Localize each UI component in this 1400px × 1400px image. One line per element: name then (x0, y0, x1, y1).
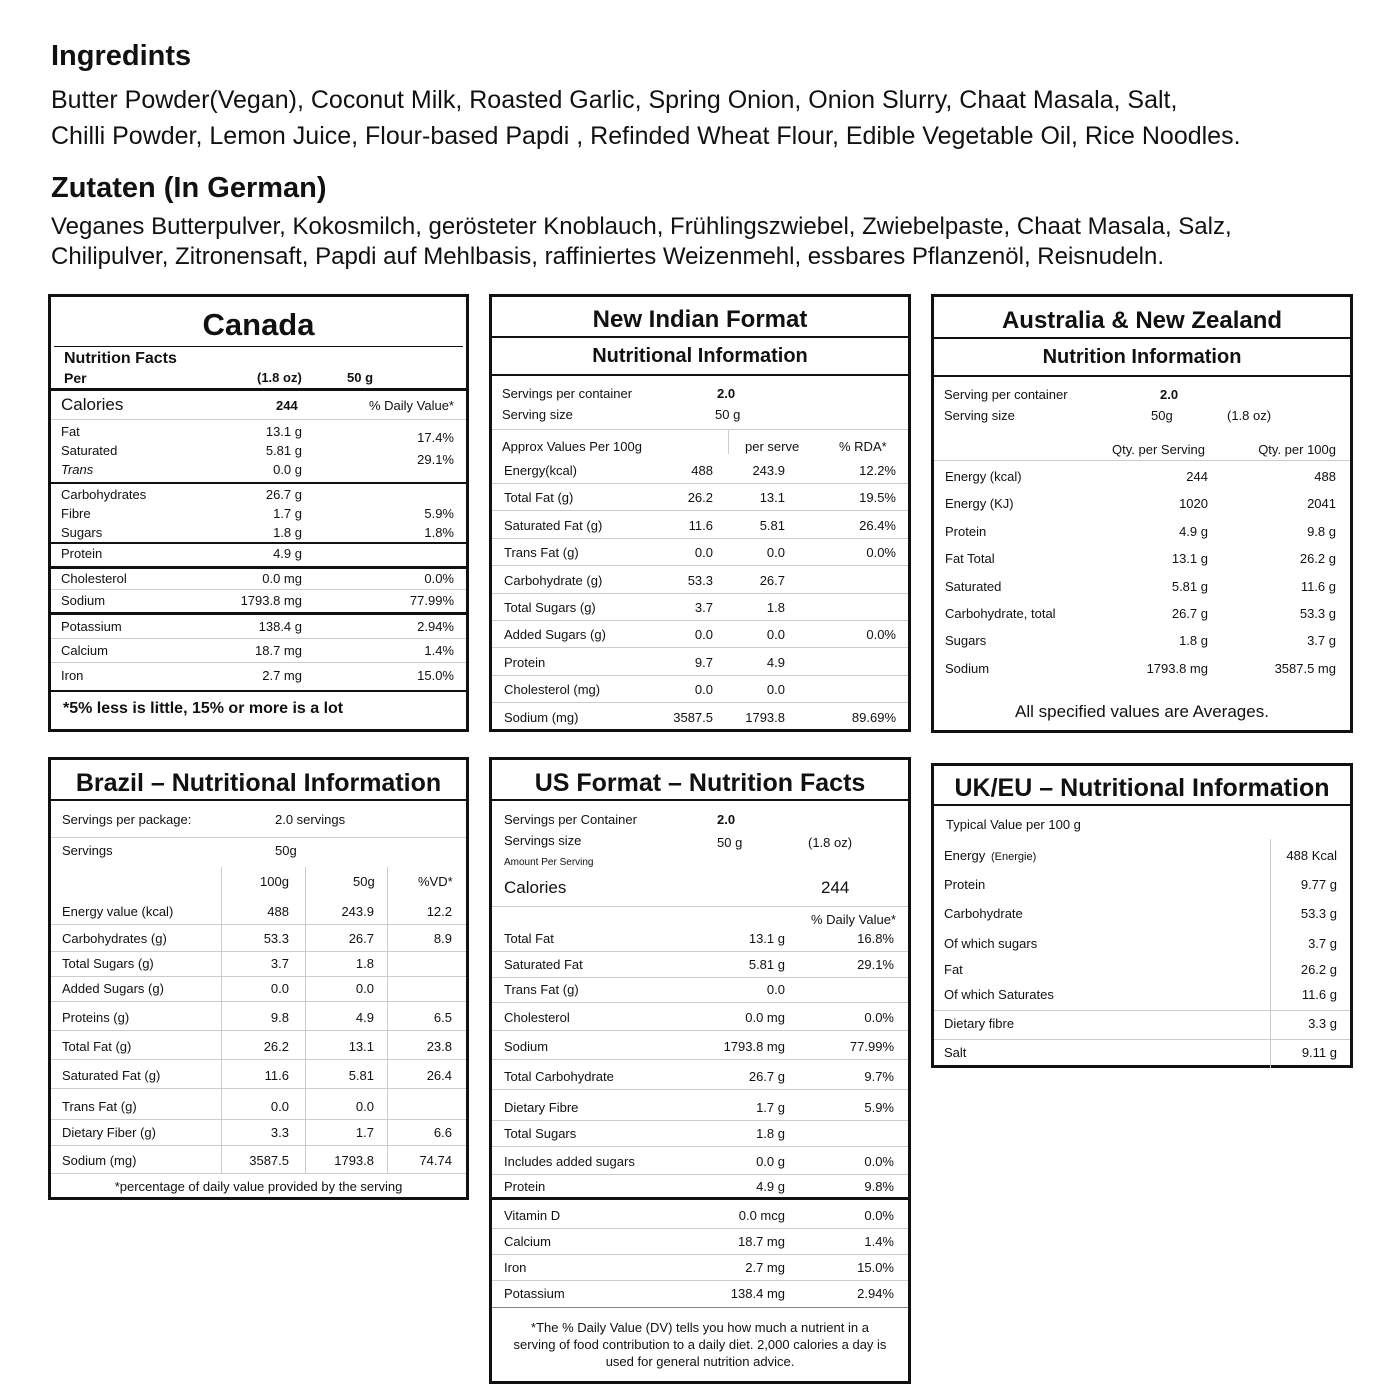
india-row-rda: 19.5% (859, 490, 896, 506)
india-row-label: Added Sugars (g) (504, 627, 606, 643)
us-row-amount: 1.8 g (756, 1126, 785, 1141)
anz-size-oz: (1.8 oz) (1227, 408, 1272, 423)
brazil-row-label: Trans Fat (g) (62, 1099, 137, 1114)
brazil-row-label: Proteins (g) (62, 1010, 130, 1025)
us-row-amount: 5.81 g (748, 957, 785, 972)
brazil-row-100g: 11.6 (264, 1068, 289, 1083)
ukeu-row-label: Protein (944, 877, 986, 892)
canada-iron-label: Iron (61, 668, 84, 683)
anz-row-serving: 4.9 g (1179, 523, 1208, 539)
anz-row-100g: 9.8 g (1307, 523, 1336, 539)
brazil-serving-value: 50g (275, 843, 297, 858)
anz-row-serving: 244 (1186, 469, 1208, 484)
india-row-label: Cholesterol (mg) (504, 682, 601, 698)
india-row-label: Protein (504, 654, 546, 670)
canada-saturated-value: 5.81 g (265, 443, 302, 458)
brazil-row-label: Sodium (mg) (62, 1153, 137, 1168)
us-row-label: Protein (504, 1179, 546, 1194)
canada-facts-heading: Nutrition Facts (64, 350, 177, 367)
ukeu-row-value: 3.7 g (1308, 936, 1337, 951)
anz-row-label: Energy (kcal) (945, 469, 1022, 484)
canada-carbs-label: Carbohydrates (61, 487, 147, 502)
india-row-rda: 89.69% (851, 709, 896, 725)
india-size-label: Serving size (502, 407, 573, 422)
us-row-dv: 16.8% (857, 931, 894, 946)
brazil-row-50g: 243.9 (341, 904, 374, 919)
india-row-perserve: 0.0 (766, 545, 785, 561)
canada-dv-header: % Daily Value* (368, 398, 454, 413)
india-row-label: Sodium (mg) (504, 709, 579, 725)
canada-calories-label: Calories (61, 395, 124, 414)
brazil-row-vd: 74.74 (419, 1153, 452, 1168)
india-row-rda: 26.4% (859, 517, 896, 533)
us-mineral-dv: 1.4% (864, 1234, 894, 1249)
india-row-perserve: 5.81 (759, 517, 785, 533)
ukeu-energy-value: 488 Kcal (1286, 848, 1337, 863)
canada-trans-value: 0.0 g (273, 462, 302, 477)
canada-protein-value: 4.9 g (273, 546, 302, 561)
canada-per-oz: (1.8 oz) (257, 370, 302, 385)
india-row-rda: 0.0% (866, 545, 896, 561)
india-servings-label: Servings per container (502, 386, 633, 401)
ukeu-row-label: Of which sugars (944, 936, 1038, 951)
us-mineral-label: Calcium (504, 1234, 551, 1249)
us-row-label: Sodium (504, 1039, 549, 1054)
us-mineral-dv: 15.0% (857, 1260, 894, 1275)
ukeu-row-value: 9.11 g (1301, 1045, 1337, 1060)
us-panel (489, 757, 911, 1384)
canada-iron-value: 2.7 mg (262, 668, 302, 683)
anz-servings-label: Serving per container (944, 387, 1068, 402)
brazil-row-50g: 1793.8 (334, 1153, 374, 1168)
india-row-label: Total Sugars (g) (504, 600, 596, 615)
brazil-row-vd: 6.6 (433, 1125, 452, 1140)
brazil-col-vd: %VD* (418, 874, 453, 889)
canada-panel (48, 294, 469, 732)
india-row-per100g: 0.0 (694, 682, 713, 698)
anz-subtitle: Nutrition Information (934, 339, 1350, 377)
ingredients-heading: Ingredints (51, 40, 192, 72)
brazil-row-100g: 3587.5 (249, 1153, 289, 1168)
brazil-row-vd: 26.4 (426, 1068, 452, 1083)
us-row-dv: 5.9% (864, 1100, 894, 1115)
anz-row-100g: 2041 (1307, 496, 1336, 512)
india-row-perserve: 243.9 (752, 463, 785, 478)
canada-sodium-value: 1793.8 mg (240, 593, 302, 608)
us-size-g: 50 g (717, 835, 743, 850)
us-servings-value: 2.0 (717, 812, 736, 827)
anz-row-label: Carbohydrate, total (945, 606, 1056, 621)
brazil-row-50g: 0.0 (355, 1099, 374, 1114)
canada-calcium-dv: 1.4% (424, 643, 454, 658)
canada-iron-dv: 15.0% (417, 668, 454, 683)
ukeu-title: UK/EU – Nutritional Information (934, 766, 1350, 806)
canada-fat-label: Fat (61, 424, 80, 439)
us-mineral-dv: 2.94% (857, 1286, 894, 1301)
us-mineral-amount: 2.7 mg (745, 1260, 785, 1275)
ukeu-typical: Typical Value per 100 g (946, 817, 1081, 832)
us-mineral-label: Potassium (504, 1286, 565, 1301)
zutaten-line-2: Chilipulver, Zitronensaft, Papdi auf Mehlbasis, raffiniertes Weizenmehl, essbares Pflanzenöl, Reisnudeln. (51, 243, 1165, 270)
brazil-row-50g: 4.9 (355, 1010, 374, 1025)
brazil-title: Brazil – Nutritional Information (51, 760, 466, 801)
zutaten-text (51, 212, 1371, 272)
us-row-amount: 0.0 g (756, 1154, 785, 1169)
us-title: US Format – Nutrition Facts (492, 760, 908, 801)
ingredients-line-2: Chilli Powder, Lemon Juice, Flour-based Papdi , Refinded Wheat Flour, Edible Vegetable Oil, Rice Noodles. (51, 122, 1241, 150)
us-mineral-label: Iron (504, 1260, 527, 1275)
brazil-row-50g: 0.0 (355, 981, 374, 996)
brazil-row-vd: 23.8 (426, 1039, 452, 1054)
brazil-row-label: Total Sugars (g) (62, 956, 154, 971)
zutaten-line-1: Veganes Butterpulver, Kokosmilch, gerösteter Knoblauch, Frühlingszwiebel, Zwiebelpaste, Chaat Masala, Salz, (51, 213, 1232, 240)
india-row-perserve: 4.9 (766, 654, 785, 670)
brazil-row-50g: 5.81 (348, 1068, 374, 1083)
us-mineral-amount: 18.7 mg (738, 1234, 785, 1249)
ingredients-line-1: Butter Powder(Vegan), Coconut Milk, Roasted Garlic, Spring Onion, Onion Slurry, Chaat Masala, Salt, (51, 86, 1178, 114)
brazil-servings-value: 2.0 servings (275, 812, 346, 827)
ukeu-energy-label: Energy (944, 848, 986, 863)
india-row-label: Saturated Fat (g) (504, 517, 603, 533)
us-row-dv: 29.1% (857, 957, 894, 972)
us-amount-label: Amount Per Serving (504, 857, 594, 868)
brazil-row-50g: 13.1 (348, 1039, 374, 1054)
brazil-row-label: Carbohydrates (g) (62, 931, 167, 946)
canada-carbs-value: 26.7 g (265, 487, 302, 502)
brazil-row-100g: 0.0 (270, 981, 289, 996)
brazil-row-vd: 8.9 (433, 931, 452, 946)
india-row-label: Trans Fat (g) (504, 545, 579, 561)
us-row-dv: 0.0% (864, 1154, 894, 1169)
canada-sodium-dv: 77.99% (409, 593, 454, 608)
india-row-perserve: 1.8 (766, 600, 785, 615)
brazil-row-label: Dietary Fiber (g) (62, 1125, 156, 1140)
canada-fat-value: 13.1 g (265, 424, 302, 439)
brazil-servings-label: Servings per package: (62, 812, 192, 827)
anz-col-100g: Qty. per 100g (1258, 442, 1336, 457)
anz-row-label: Sugars (945, 633, 987, 649)
canada-potassium-value: 138.4 g (258, 619, 302, 634)
india-col-serve: per serve (745, 439, 800, 454)
brazil-row-100g: 53.3 (263, 931, 289, 946)
canada-sugars-label: Sugars (61, 525, 103, 540)
us-dv-header: % Daily Value* (810, 912, 896, 927)
canada-footnote: *5% less is little, 15% or more is a lot (63, 700, 344, 717)
us-row-dv: 77.99% (849, 1039, 894, 1054)
ukeu-row-value: 11.6 g (1301, 987, 1337, 1002)
brazil-row-50g: 1.8 (355, 956, 374, 971)
india-row-per100g: 0.0 (694, 545, 713, 561)
us-mineral-label: Vitamin D (504, 1208, 561, 1223)
india-row-perserve: 26.7 (759, 572, 785, 588)
india-row-label: Carbohydrate (g) (504, 572, 603, 588)
us-size-oz: (1.8 oz) (808, 835, 853, 850)
us-row-label: Trans Fat (g) (504, 982, 579, 997)
us-row-amount: 26.7 g (748, 1069, 785, 1084)
ukeu-row-label: Salt (944, 1045, 967, 1060)
us-row-dv: 9.7% (864, 1069, 894, 1084)
anz-panel (931, 294, 1353, 733)
india-col-label: Approx Values Per 100g (502, 439, 642, 454)
canada-cholesterol-value: 0.0 mg (262, 571, 302, 586)
canada-fibre-dv: 5.9% (424, 506, 454, 521)
india-row-per100g: 488 (691, 463, 713, 478)
anz-row-serving: 26.7 g (1171, 606, 1208, 621)
ukeu-row-label: Carbohydrate (944, 906, 1023, 921)
canada-calcium-value: 18.7 mg (255, 643, 302, 658)
canada-per-label: Per (64, 370, 87, 386)
canada-fibre-label: Fibre (61, 506, 91, 521)
canada-sodium-label: Sodium (61, 593, 106, 608)
brazil-row-label: Total Fat (g) (62, 1039, 132, 1054)
zutaten-heading: Zutaten (In German) (51, 172, 327, 204)
brazil-row-label: Energy value (kcal) (62, 904, 174, 919)
brazil-footnote: *percentage of daily value provided by the serving (114, 1179, 403, 1194)
india-row-label: Energy(kcal) (504, 463, 577, 478)
anz-row-serving: 1020 (1179, 496, 1208, 512)
us-row-amount: 13.1 g (748, 931, 785, 946)
india-size-value: 50 g (715, 407, 741, 422)
ukeu-row-value: 53.3 g (1300, 906, 1337, 921)
anz-row-label: Saturated (945, 578, 1002, 594)
anz-row-100g: 11.6 g (1300, 578, 1336, 594)
canada-calories-value: 244 (276, 398, 298, 413)
ukeu-panel (931, 763, 1353, 1068)
us-row-amount: 1793.8 mg (723, 1039, 785, 1054)
brazil-row-100g: 9.8 (270, 1010, 289, 1025)
ukeu-row-value: 9.77 g (1300, 877, 1337, 892)
us-row-amount: 1.7 g (756, 1100, 785, 1115)
india-subtitle: Nutritional Information (492, 338, 908, 376)
brazil-row-100g: 0.0 (270, 1099, 289, 1114)
india-col-rda: % RDA* (839, 439, 887, 454)
canada-cholesterol-dv: 0.0% (424, 571, 454, 586)
anz-size-g: 50g (1151, 408, 1173, 423)
canada-sugars-value: 1.8 g (273, 525, 302, 540)
anz-col-serving: Qty. per Serving (1112, 442, 1205, 457)
ukeu-row-label: Dietary fibre (944, 1016, 1015, 1031)
canada-protein-label: Protein (61, 546, 103, 561)
india-row-per100g: 9.7 (694, 654, 713, 670)
brazil-row-50g: 26.7 (348, 931, 374, 946)
canada-saturated-label: Saturated (61, 443, 118, 458)
us-servings-label: Servings per Container (504, 812, 637, 827)
brazil-row-vd: 12.2 (426, 904, 452, 919)
us-row-label: Dietary Fibre (504, 1100, 579, 1115)
brazil-row-100g: 3.3 (270, 1125, 289, 1140)
us-footnote: *The % Daily Value (DV) tells you how much a nutrient in a serving of food contribution to a daily diet. 2,000 calories a day is used for general nutrition advice. (513, 1320, 887, 1369)
anz-size-label: Serving size (944, 408, 1015, 423)
brazil-col-50g: 50g (353, 874, 375, 889)
brazil-panel (48, 757, 469, 1200)
anz-row-100g: 3.7 g (1307, 633, 1336, 649)
us-row-label: Saturated Fat (504, 957, 583, 972)
anz-row-100g: 26.2 g (1299, 551, 1336, 567)
us-row-dv: 9.8% (864, 1179, 894, 1194)
canada-title: Canada (54, 297, 463, 347)
anz-row-label: Protein (945, 523, 987, 539)
us-mineral-amount: 138.4 mg (730, 1286, 785, 1301)
canada-calcium-label: Calcium (61, 643, 108, 658)
india-panel (489, 294, 911, 732)
anz-row-label: Fat Total (945, 551, 995, 567)
us-mineral-amount: 0.0 mcg (738, 1208, 785, 1223)
india-row-per100g: 53.3 (687, 572, 713, 588)
us-calories-label: Calories (504, 878, 567, 897)
us-size-label: Servings size (504, 833, 582, 848)
anz-row-serving: 5.81 g (1171, 578, 1208, 594)
brazil-row-vd: 6.5 (433, 1010, 452, 1025)
brazil-row-100g: 26.2 (263, 1039, 289, 1054)
anz-row-serving: 1.8 g (1179, 633, 1208, 649)
brazil-row-100g: 488 (267, 904, 289, 919)
anz-row-100g: 488 (1314, 469, 1336, 484)
india-row-per100g: 11.6 (688, 517, 713, 533)
india-row-label: Total Fat (g) (504, 490, 574, 506)
india-row-rda: 12.2% (859, 463, 896, 478)
ukeu-row-label: Fat (944, 962, 963, 977)
us-row-dv: 0.0% (864, 1010, 894, 1025)
anz-row-100g: 3587.5 mg (1274, 660, 1336, 676)
ukeu-row-label: Of which Saturates (944, 987, 1054, 1002)
india-row-perserve: 0.0 (766, 627, 785, 643)
us-row-label: Cholesterol (504, 1010, 570, 1025)
anz-row-label: Energy (KJ) (945, 496, 1014, 512)
india-row-perserve: 1793.8 (745, 709, 785, 725)
us-row-amount: 0.0 (766, 982, 785, 997)
ukeu-energy-sub: (Energie) (991, 851, 1037, 863)
anz-footnote: All specified values are Averages. (1015, 702, 1269, 721)
india-row-perserve: 0.0 (766, 682, 785, 698)
anz-servings-value: 2.0 (1160, 387, 1179, 402)
india-row-per100g: 0.0 (694, 627, 713, 643)
us-row-amount: 4.9 g (756, 1179, 785, 1194)
canada-fibre-value: 1.7 g (273, 506, 302, 521)
us-calories-value: 244 (821, 878, 850, 897)
anz-row-serving: 1793.8 mg (1146, 660, 1208, 676)
canada-potassium-label: Potassium (61, 619, 122, 634)
brazil-row-100g: 3.7 (270, 956, 289, 971)
india-servings-value: 2.0 (717, 386, 736, 401)
ukeu-row-value: 26.2 g (1300, 962, 1337, 977)
brazil-row-label: Added Sugars (g) (62, 981, 164, 996)
canada-saturated-dv: 29.1% (417, 452, 454, 467)
anz-title: Australia & New Zealand (934, 297, 1350, 339)
canada-per-g: 50 g (347, 370, 374, 385)
india-row-rda: 0.0% (866, 627, 896, 643)
ukeu-row-value: 3.3 g (1308, 1016, 1337, 1031)
us-row-label: Includes added sugars (504, 1154, 635, 1169)
us-row-amount: 0.0 mg (745, 1010, 785, 1025)
canada-trans-label: Trans (61, 462, 94, 477)
anz-row-100g: 53.3 g (1299, 606, 1336, 621)
us-row-label: Total Fat (504, 931, 554, 946)
us-row-label: Total Carbohydrate (504, 1069, 614, 1084)
canada-sugars-dv: 1.8% (424, 525, 454, 540)
brazil-row-label: Saturated Fat (g) (62, 1068, 161, 1083)
canada-cholesterol-label: Cholesterol (61, 571, 127, 586)
us-mineral-dv: 0.0% (864, 1208, 894, 1223)
ingredients-text (51, 82, 1371, 154)
india-title: New Indian Format (492, 297, 908, 338)
anz-row-label: Sodium (945, 660, 990, 676)
us-row-label: Total Sugars (504, 1126, 577, 1141)
india-row-per100g: 3.7 (694, 600, 713, 615)
brazil-row-50g: 1.7 (355, 1125, 374, 1140)
canada-fat-dv: 17.4% (417, 430, 454, 445)
brazil-serving-label: Servings (62, 843, 113, 858)
anz-row-serving: 13.1 g (1171, 551, 1208, 567)
india-row-per100g: 26.2 (687, 490, 713, 506)
india-row-perserve: 13.1 (759, 490, 785, 506)
india-row-per100g: 3587.5 (673, 709, 713, 725)
canada-potassium-dv: 2.94% (417, 619, 454, 634)
brazil-col-100g: 100g (260, 874, 289, 889)
